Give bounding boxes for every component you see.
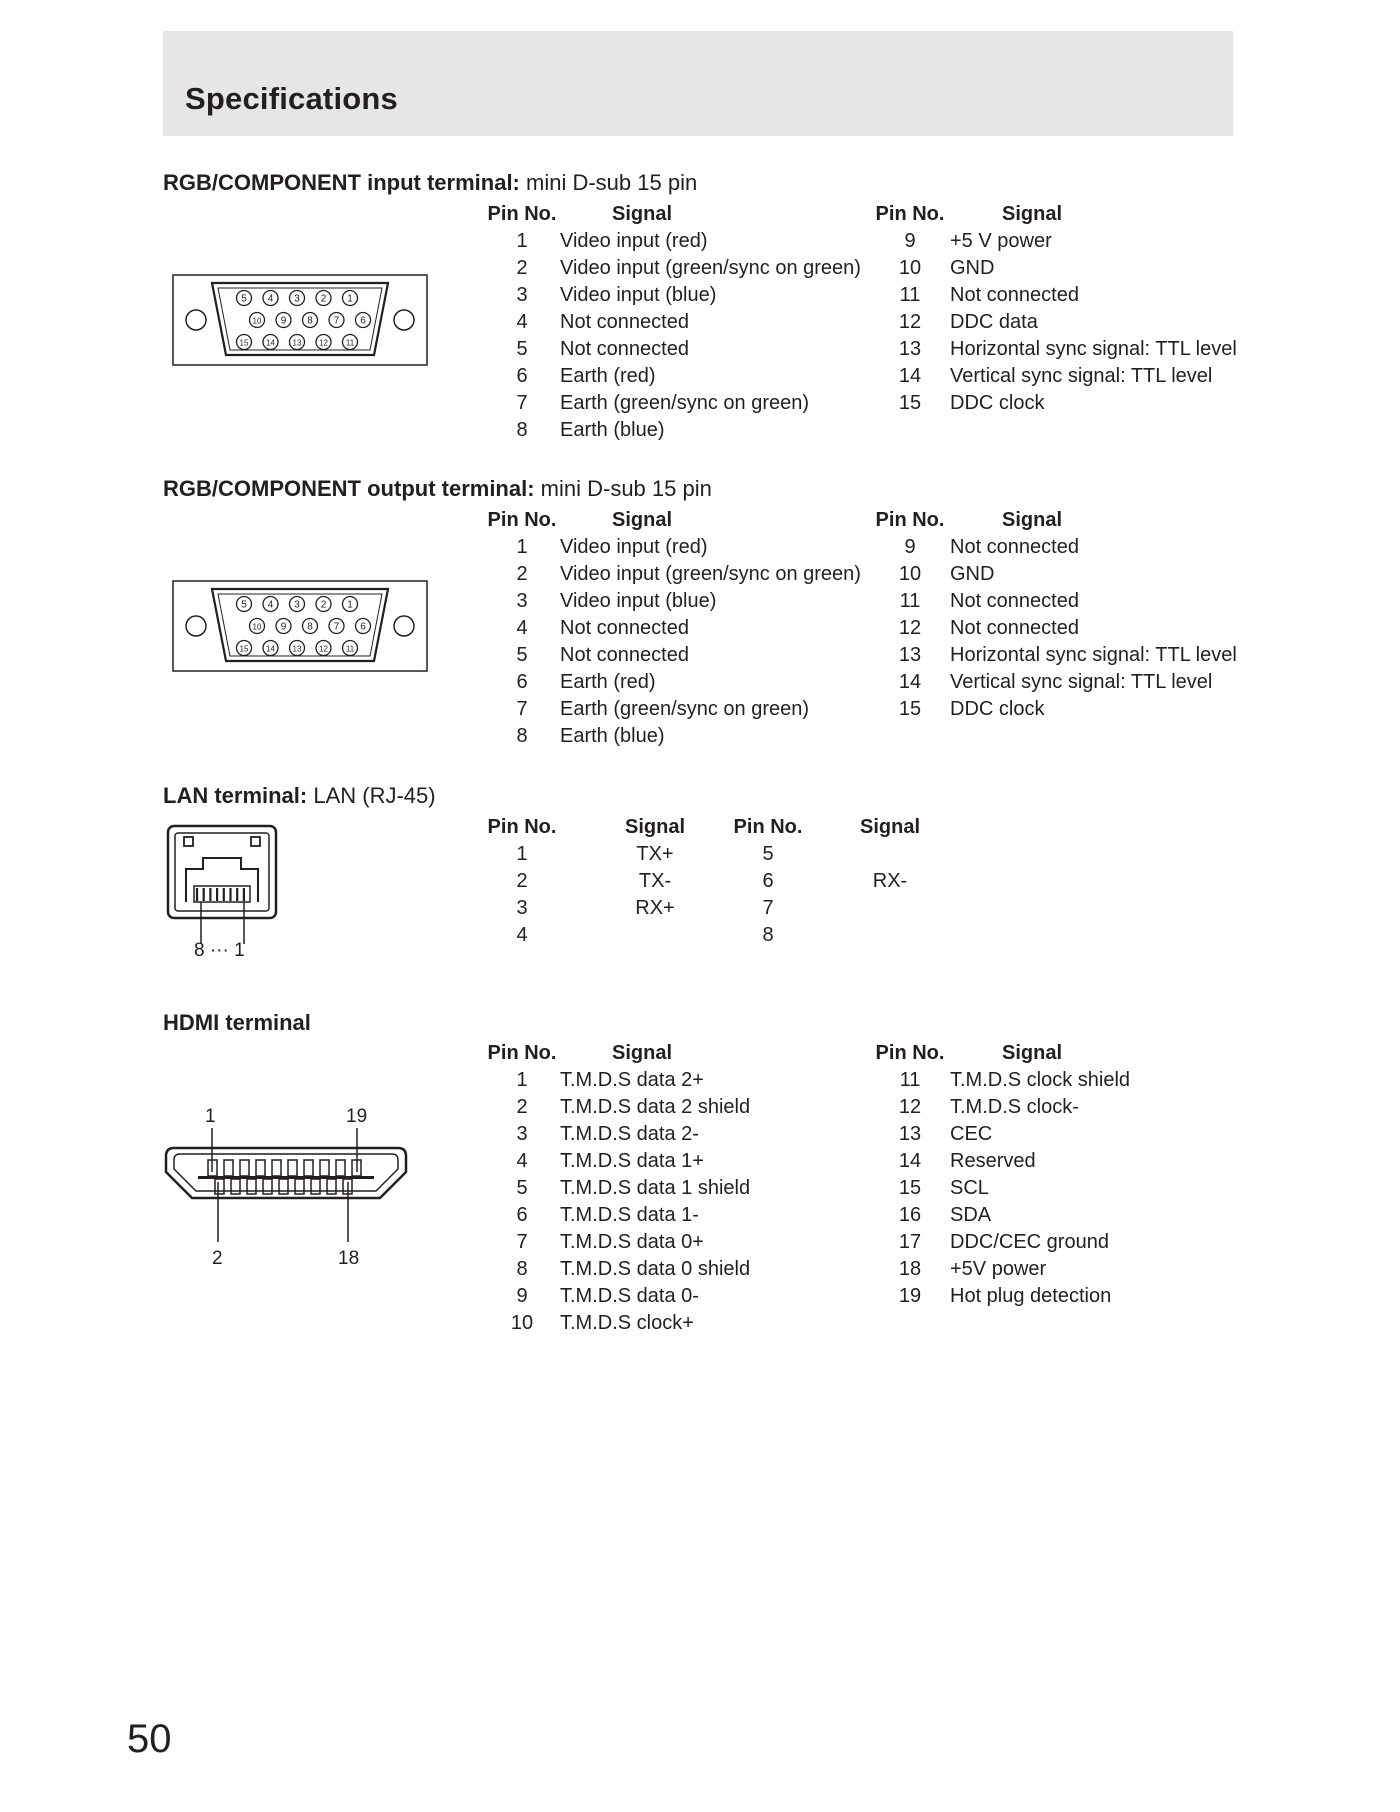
rj45-inner-frame: [175, 833, 269, 911]
lan-title-bold: LAN terminal:: [163, 783, 308, 808]
pin-no-header: Pin No.: [875, 203, 945, 225]
rgb-output-title-bold: RGB/COMPONENT output terminal:: [163, 476, 535, 501]
hdmi-contacts-top: [208, 1160, 361, 1176]
pin-number: 15: [898, 1177, 922, 1199]
pin-number: 2: [516, 1096, 528, 1118]
dsub-pin-label: 13: [292, 644, 302, 654]
pin-number: 1: [516, 1069, 528, 1091]
pin-number: 9: [904, 536, 916, 558]
signal-name: GND: [950, 257, 995, 279]
hdmi-contact-top: [320, 1160, 329, 1176]
rgb-input-title-bold: RGB/COMPONENT input terminal:: [163, 170, 520, 195]
signal-name: Not connected: [950, 590, 1079, 612]
pin-number: 3: [516, 590, 528, 612]
signal-name: CEC: [950, 1123, 993, 1145]
hdmi-contact-top: [336, 1160, 345, 1176]
dsub-connector-diagram-output: [172, 580, 432, 680]
signal-name: +5 V power: [950, 230, 1052, 252]
dsub-pin-label: 8: [307, 621, 313, 633]
pin-no-header: Pin No.: [875, 509, 945, 531]
pin-number: 7: [762, 897, 774, 919]
signal-name: T.M.D.S clock-: [950, 1096, 1079, 1118]
rgb-output-section-title: [163, 476, 712, 502]
dsub-pin-label: 14: [266, 338, 275, 348]
pin-number: 12: [898, 1096, 922, 1118]
signal-name: DDC clock: [950, 392, 1045, 414]
signal-header: Signal: [612, 1042, 673, 1064]
pin-no-header: Pin No.: [487, 1042, 557, 1064]
dsub-pin-label: 8: [307, 315, 313, 327]
signal-name: Not connected: [950, 536, 1079, 558]
signal-header: Signal: [860, 816, 921, 838]
pin-number: 4: [516, 924, 528, 946]
pin-number: 1: [516, 843, 528, 865]
dsub-pin-label: 11: [345, 644, 355, 654]
pin-number: 6: [762, 870, 774, 892]
dsub-pin-label: 3: [294, 599, 300, 611]
dsub-diagram: [173, 581, 427, 671]
dsub-pin-label: 13: [292, 338, 302, 348]
pin-number: 9: [904, 230, 916, 252]
pin-number: 8: [516, 1258, 528, 1280]
signal-name: Not connected: [560, 617, 689, 639]
dsub-pin-label: 1: [347, 599, 353, 611]
mounting-hole-right: [394, 310, 414, 330]
signal-name: Video input (green/sync on green): [560, 257, 861, 279]
dsub-pin-label: 1: [347, 293, 353, 305]
signal-name: Video input (blue): [560, 590, 717, 612]
signal-name: Video input (blue): [560, 284, 717, 306]
signal-name: Earth (green/sync on green): [560, 392, 810, 414]
dsub-pin-label: 15: [239, 644, 249, 654]
pin-number: 1: [516, 230, 528, 252]
hdmi-contact-top: [224, 1160, 233, 1176]
hdmi-label-pin1: 1: [205, 1106, 216, 1127]
dsub-pin-label: 2: [320, 599, 327, 611]
pin-number: 3: [516, 1123, 528, 1145]
mounting-hole-left: [186, 616, 206, 636]
pin-number: 4: [516, 311, 528, 333]
rgb-output-title-rest: mini D-sub 15 pin: [534, 476, 712, 501]
signal-name: Earth (blue): [560, 725, 665, 747]
hdmi-section-title: [163, 1010, 311, 1036]
pin-number: 7: [516, 1231, 528, 1253]
signal-header: Signal: [1002, 509, 1063, 531]
pin-number: 16: [898, 1204, 922, 1226]
pin-number: 13: [898, 1123, 922, 1145]
hdmi-label-pin18: 18: [338, 1248, 360, 1269]
signal-name: Video input (red): [560, 230, 708, 252]
dsub-pin-label: 14: [266, 644, 275, 654]
dsub-pin-label: 4: [267, 599, 274, 611]
signal-name: Horizontal sync signal: TTL level: [950, 338, 1237, 360]
signal-name: Earth (red): [560, 365, 656, 387]
signal-name: Video input (green/sync on green): [560, 563, 861, 585]
rgb-input-section-title: [163, 170, 697, 196]
signal-name: Earth (green/sync on green): [560, 698, 810, 720]
pin-number: 4: [516, 1150, 528, 1172]
dsub-connector-diagram-input: [172, 274, 432, 374]
hdmi-tongue: [198, 1176, 374, 1179]
pin-number: 2: [516, 563, 528, 585]
signal-name: T.M.D.S data 0+: [560, 1231, 704, 1253]
dsub-pin-label: 4: [267, 293, 274, 305]
pin-number: 9: [516, 1285, 528, 1307]
page-title: Specifications: [185, 81, 398, 116]
rj45-latch-left: [184, 837, 193, 846]
pin-number: 8: [516, 419, 528, 441]
signal-name: SDA: [950, 1204, 992, 1226]
pin-number: 5: [516, 644, 528, 666]
pin-number: 2: [516, 257, 528, 279]
signal-name: DDC clock: [950, 698, 1045, 720]
pin-number: 3: [516, 897, 528, 919]
dsub-diagram: [173, 275, 427, 365]
signal-name: Reserved: [950, 1150, 1036, 1172]
pin-number: 10: [898, 257, 922, 279]
signal-name: T.M.D.S data 0 shield: [560, 1258, 751, 1280]
signal-name: T.M.D.S clock+: [560, 1312, 694, 1334]
pin-number: 11: [899, 590, 921, 612]
pin-number: 14: [898, 1150, 922, 1172]
pin-number: 6: [516, 365, 528, 387]
pin-number: 18: [898, 1258, 922, 1280]
hdmi-label-pin2: 2: [212, 1248, 223, 1269]
mounting-hole-right: [394, 616, 414, 636]
dsub-pin-label: 5: [241, 293, 247, 305]
pin-number: 6: [516, 671, 528, 693]
dsub-pin-label: 7: [333, 621, 340, 633]
hdmi-contact-top: [288, 1160, 297, 1176]
signal-name: DDC/CEC ground: [950, 1231, 1109, 1253]
pin-no-header: Pin No.: [875, 1042, 945, 1064]
pin-number: 11: [899, 1069, 921, 1091]
hdmi-contact-top: [272, 1160, 281, 1176]
hdmi-contact-top: [240, 1160, 249, 1176]
signal-name: Vertical sync signal: TTL level: [950, 365, 1213, 387]
pin-number: 5: [516, 1177, 528, 1199]
dsub-pin-label: 9: [280, 621, 287, 633]
hdmi-contact-top: [256, 1160, 265, 1176]
rgb-input-title-rest: mini D-sub 15 pin: [519, 170, 698, 195]
signal-name: DDC data: [950, 311, 1038, 333]
signal-name: T.M.D.S data 2 shield: [560, 1096, 751, 1118]
signal-name: TX+: [636, 843, 674, 865]
pin-number: 8: [516, 725, 528, 747]
signal-name: SCL: [950, 1177, 989, 1199]
pin-no-header: Pin No.: [487, 509, 557, 531]
signal-header: Signal: [612, 203, 673, 225]
pin-number: 17: [898, 1231, 922, 1253]
signal-name: Vertical sync signal: TTL level: [950, 671, 1213, 693]
signal-name: T.M.D.S data 2-: [560, 1123, 699, 1145]
pin-number: 8: [762, 924, 774, 946]
pin-number: 7: [516, 698, 528, 720]
dsub-pin-label: 6: [360, 621, 366, 633]
pin-number: 13: [898, 644, 922, 666]
pin-number: 10: [898, 563, 922, 585]
pin-number: 10: [510, 1312, 534, 1334]
signal-name: RX-: [872, 870, 908, 892]
signal-name: Horizontal sync signal: TTL level: [950, 644, 1237, 666]
pin-number: 7: [516, 392, 528, 414]
dsub-pin-label: 9: [280, 315, 287, 327]
signal-name: Earth (blue): [560, 419, 665, 441]
signal-name: T.M.D.S data 2+: [560, 1069, 704, 1091]
lan-title-rest: LAN (RJ-45): [307, 783, 436, 808]
signal-header: Signal: [1002, 203, 1063, 225]
signal-name: Earth (red): [560, 671, 656, 693]
dsub-pin-label: 2: [320, 293, 327, 305]
lan-section-title: [163, 783, 436, 809]
hdmi-title-bold: HDMI terminal: [163, 1010, 311, 1035]
pin-number: 4: [516, 617, 528, 639]
signal-name: Not connected: [950, 617, 1079, 639]
pin-number: 12: [898, 617, 922, 639]
pin-number: 11: [899, 284, 921, 306]
dsub-pin-label: 10: [252, 316, 262, 326]
pin-number: 15: [898, 392, 922, 414]
pin-number: 5: [762, 843, 774, 865]
dsub-pin-label: 7: [333, 315, 340, 327]
pin-number: 2: [516, 870, 528, 892]
signal-name: T.M.D.S data 0-: [560, 1285, 699, 1307]
page-number: 50: [127, 1717, 172, 1761]
pin-number: 5: [516, 338, 528, 360]
signal-name: Hot plug detection: [950, 1285, 1112, 1307]
pin-no-header: Pin No.: [733, 816, 803, 838]
signal-name: Video input (red): [560, 536, 708, 558]
hdmi-contact-top: [304, 1160, 313, 1176]
dsub-pin-label: 6: [360, 315, 366, 327]
mounting-hole-left: [186, 310, 206, 330]
signal-header: Signal: [624, 816, 685, 838]
signal-name: T.M.D.S data 1+: [560, 1150, 704, 1172]
pin-no-header: Pin No.: [487, 816, 557, 838]
pin-number: 15: [898, 698, 922, 720]
pin-number: 14: [898, 365, 922, 387]
hdmi-connector-diagram: [166, 1102, 416, 1262]
dsub-pin-label: 12: [319, 644, 328, 654]
signal-name: Not connected: [560, 311, 689, 333]
signal-header: Signal: [612, 509, 673, 531]
dsub-pin-label: 12: [319, 338, 328, 348]
header-band: [163, 31, 1233, 136]
signal-name: TX-: [638, 870, 672, 892]
pin-number: 1: [516, 536, 528, 558]
signal-name: T.M.D.S data 1 shield: [560, 1177, 751, 1199]
dsub-pin-label: 10: [252, 622, 262, 632]
dsub-pin-label: 5: [241, 599, 247, 611]
signal-name: Not connected: [950, 284, 1079, 306]
pin-number: 3: [516, 284, 528, 306]
rj45-pin-range-label: 8 ··· 1: [194, 940, 245, 961]
signal-name: GND: [950, 563, 995, 585]
signal-name: T.M.D.S data 1-: [560, 1204, 699, 1226]
signal-header: Signal: [1002, 1042, 1063, 1064]
rj45-contacts: [197, 888, 244, 901]
pin-no-header: Pin No.: [487, 203, 557, 225]
dsub-pin-label: 15: [239, 338, 249, 348]
hdmi-label-pin19: 19: [346, 1106, 368, 1127]
signal-name: T.M.D.S clock shield: [950, 1069, 1131, 1091]
pin-number: 12: [898, 311, 922, 333]
pin-number: 19: [898, 1285, 922, 1307]
pin-number: 14: [898, 671, 922, 693]
signal-name: +5V power: [950, 1258, 1047, 1280]
pin-number: 6: [516, 1204, 528, 1226]
signal-name: Not connected: [560, 644, 689, 666]
signal-name: Not connected: [560, 338, 689, 360]
signal-name: RX+: [635, 897, 675, 919]
pin-number: 13: [898, 338, 922, 360]
rj45-latch-right: [251, 837, 260, 846]
dsub-pin-label: 3: [294, 293, 300, 305]
rj45-contact-block: [194, 886, 250, 902]
dsub-pin-label: 11: [345, 338, 355, 348]
